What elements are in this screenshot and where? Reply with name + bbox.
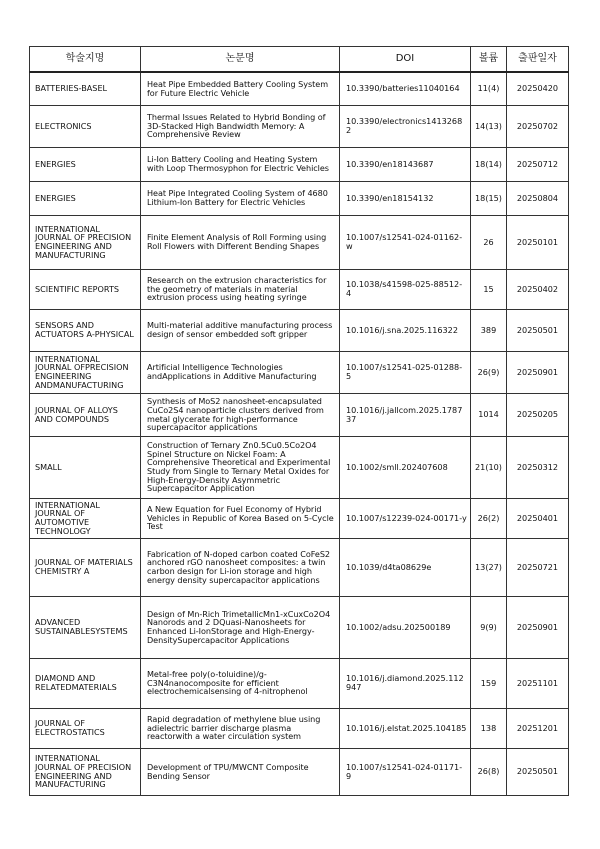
date-cell: 20251101 <box>507 658 569 708</box>
table-row <box>30 351 569 393</box>
title-cell: Rapid degradation of methylene blue using adielectric barrier discharge plasma reactorwith a water circulation system <box>141 708 340 748</box>
title-cell: Synthesis of MoS2 nanosheet-encapsulated CuCo2S4 nanoparticle clusters derived from metal glycerate for high-performance supercapacitor applications <box>141 393 340 436</box>
date-cell: 20250101 <box>507 215 569 269</box>
date-cell: 20250205 <box>507 393 569 436</box>
title-cell: Finite Element Analysis of Roll Forming using Roll Flowers with Different Bending Shapes <box>141 215 340 269</box>
volume-cell: 159 <box>471 658 507 708</box>
title-cell: Construction of Ternary Zn0.5Cu0.5Co2O4 Spinel Structure on Nickel Foam: A Comprehensive Theoretical and Experimental Study from Single to Ternary Metal Oxides for High-Energy-Density Asymmetric Supercapacitor Application <box>141 436 340 498</box>
date-cell: 20250401 <box>507 498 569 538</box>
table-row <box>30 658 569 708</box>
volume-cell: 18(15) <box>471 181 507 215</box>
journal-cell: SMALL <box>30 436 141 498</box>
volume-cell: 21(10) <box>471 436 507 498</box>
journal-cell: INTERNATIONAL JOURNAL OF AUTOMOTIVE TECHNOLOGY <box>30 498 141 538</box>
doi-cell: 10.1007/s12541-025-01288-5 <box>340 351 471 393</box>
doi-cell: 10.3390/batteries11040164 <box>340 72 471 105</box>
journal-cell: JOURNAL OF MATERIALS CHEMISTRY A <box>30 538 141 596</box>
table-row <box>30 72 569 105</box>
volume-cell: 18(14) <box>471 147 507 181</box>
volume-cell: 15 <box>471 269 507 309</box>
doi-cell: 10.1007/s12239-024-00171-y <box>340 498 471 538</box>
date-cell: 20250501 <box>507 748 569 795</box>
journal-cell: ENERGIES <box>30 181 141 215</box>
header-date: 출판일자 <box>507 47 569 73</box>
doi-cell: 10.1016/j.elstat.2025.104185 <box>340 708 471 748</box>
table-row <box>30 596 569 658</box>
header-volume: 볼륨 <box>471 47 507 73</box>
journal-cell: DIAMOND AND RELATEDMATERIALS <box>30 658 141 708</box>
journal-cell: ADVANCED SUSTAINABLESYSTEMS <box>30 596 141 658</box>
volume-cell: 13(27) <box>471 538 507 596</box>
journal-cell: INTERNATIONAL JOURNAL OF PRECISION ENGINEERING AND MANUFACTURING <box>30 215 141 269</box>
journal-cell: BATTERIES-BASEL <box>30 72 141 105</box>
date-cell: 20250901 <box>507 351 569 393</box>
date-cell: 20250721 <box>507 538 569 596</box>
journal-cell: ENERGIES <box>30 147 141 181</box>
date-cell: 20250712 <box>507 147 569 181</box>
header-row <box>30 47 569 73</box>
title-cell: Design of Mn-Rich TrimetallicMn1-xCuxCo2O4 Nanorods and 2 DQuasi-Nanosheets for Enhanced Li-IonStorage and High-Energy-DensitySupercapacitor Applications <box>141 596 340 658</box>
doi-cell: 10.1016/j.sna.2025.116322 <box>340 309 471 351</box>
date-cell: 20250901 <box>507 596 569 658</box>
table-row <box>30 436 569 498</box>
table-row <box>30 269 569 309</box>
date-cell: 20251201 <box>507 708 569 748</box>
volume-cell: 26(2) <box>471 498 507 538</box>
volume-cell: 1014 <box>471 393 507 436</box>
title-cell: Fabrication of N-doped carbon coated CoFeS2 anchored rGO nanosheet composites: a twin carbon design for Li-ion storage and high energy density supercapacitor applications <box>141 538 340 596</box>
volume-cell: 389 <box>471 309 507 351</box>
table-row <box>30 748 569 795</box>
doi-cell: 10.1002/adsu.202500189 <box>340 596 471 658</box>
journal-cell: SENSORS AND ACTUATORS A-PHYSICAL <box>30 309 141 351</box>
table-row <box>30 147 569 181</box>
table-row <box>30 215 569 269</box>
journal-cell: JOURNAL OF ALLOYS AND COMPOUNDS <box>30 393 141 436</box>
table-header <box>30 47 569 73</box>
table-row <box>30 309 569 351</box>
doi-cell: 10.3390/electronics14132682 <box>340 105 471 147</box>
table-row <box>30 105 569 147</box>
doi-cell: 10.1038/s41598-025-88512-4 <box>340 269 471 309</box>
publication-list-page <box>29 46 568 796</box>
journal-cell: INTERNATIONAL JOURNAL OF PRECISION ENGINEERING AND MANUFACTURING <box>30 748 141 795</box>
doi-cell: 10.1016/j.diamond.2025.112947 <box>340 658 471 708</box>
journal-cell: INTERNATIONAL JOURNAL OFPRECISION ENGINEERING ANDMANUFACTURING <box>30 351 141 393</box>
volume-cell: 26(8) <box>471 748 507 795</box>
table-row <box>30 708 569 748</box>
title-cell: Heat Pipe Embedded Battery Cooling System for Future Electric Vehicle <box>141 72 340 105</box>
table-row <box>30 538 569 596</box>
table-body <box>30 72 569 795</box>
table-row <box>30 393 569 436</box>
date-cell: 20250312 <box>507 436 569 498</box>
doi-cell: 10.1016/j.jallcom.2025.178737 <box>340 393 471 436</box>
volume-cell: 9(9) <box>471 596 507 658</box>
title-cell: Li-Ion Battery Cooling and Heating System with Loop Thermosyphon for Electric Vehicles <box>141 147 340 181</box>
header-journal: 학술지명 <box>30 47 141 73</box>
doi-cell: 10.3390/en18154132 <box>340 181 471 215</box>
title-cell: Development of TPU/MWCNT Composite Bending Sensor <box>141 748 340 795</box>
title-cell: Metal-free poly(o-toluidine)/g-C3N4nanocomposite for efficient electrochemicalsensing of 4-nitrophenol <box>141 658 340 708</box>
header-title: 논문명 <box>141 47 340 73</box>
volume-cell: 26(9) <box>471 351 507 393</box>
title-cell: Thermal Issues Related to Hybrid Bonding of 3D-Stacked High Bandwidth Memory: A Comprehensive Review <box>141 105 340 147</box>
table-row <box>30 181 569 215</box>
volume-cell: 26 <box>471 215 507 269</box>
volume-cell: 138 <box>471 708 507 748</box>
date-cell: 20250501 <box>507 309 569 351</box>
journal-cell: SCIENTIFIC REPORTS <box>30 269 141 309</box>
title-cell: Heat Pipe Integrated Cooling System of 4680 Lithium-Ion Battery for Electric Vehicles <box>141 181 340 215</box>
date-cell: 20250702 <box>507 105 569 147</box>
header-doi: DOI <box>340 47 471 73</box>
doi-cell: 10.3390/en18143687 <box>340 147 471 181</box>
title-cell: A New Equation for Fuel Economy of Hybrid Vehicles in Republic of Korea Based on 5-Cycle Test <box>141 498 340 538</box>
title-cell: Multi-material additive manufacturing process design of sensor embedded soft gripper <box>141 309 340 351</box>
doi-cell: 10.1002/smll.202407608 <box>340 436 471 498</box>
journal-cell: ELECTRONICS <box>30 105 141 147</box>
date-cell: 20250804 <box>507 181 569 215</box>
volume-cell: 14(13) <box>471 105 507 147</box>
title-cell: Research on the extrusion characteristics for the geometry of materials in material extrusion process using heating syringe <box>141 269 340 309</box>
doi-cell: 10.1007/s12541-024-01171-9 <box>340 748 471 795</box>
date-cell: 20250420 <box>507 72 569 105</box>
publication-table <box>29 46 569 796</box>
date-cell: 20250402 <box>507 269 569 309</box>
doi-cell: 10.1039/d4ta08629e <box>340 538 471 596</box>
table-row <box>30 498 569 538</box>
volume-cell: 11(4) <box>471 72 507 105</box>
title-cell: Artificial Intelligence Technologies andApplications in Additive Manufacturing <box>141 351 340 393</box>
doi-cell: 10.1007/s12541-024-01162-w <box>340 215 471 269</box>
journal-cell: JOURNAL OF ELECTROSTATICS <box>30 708 141 748</box>
